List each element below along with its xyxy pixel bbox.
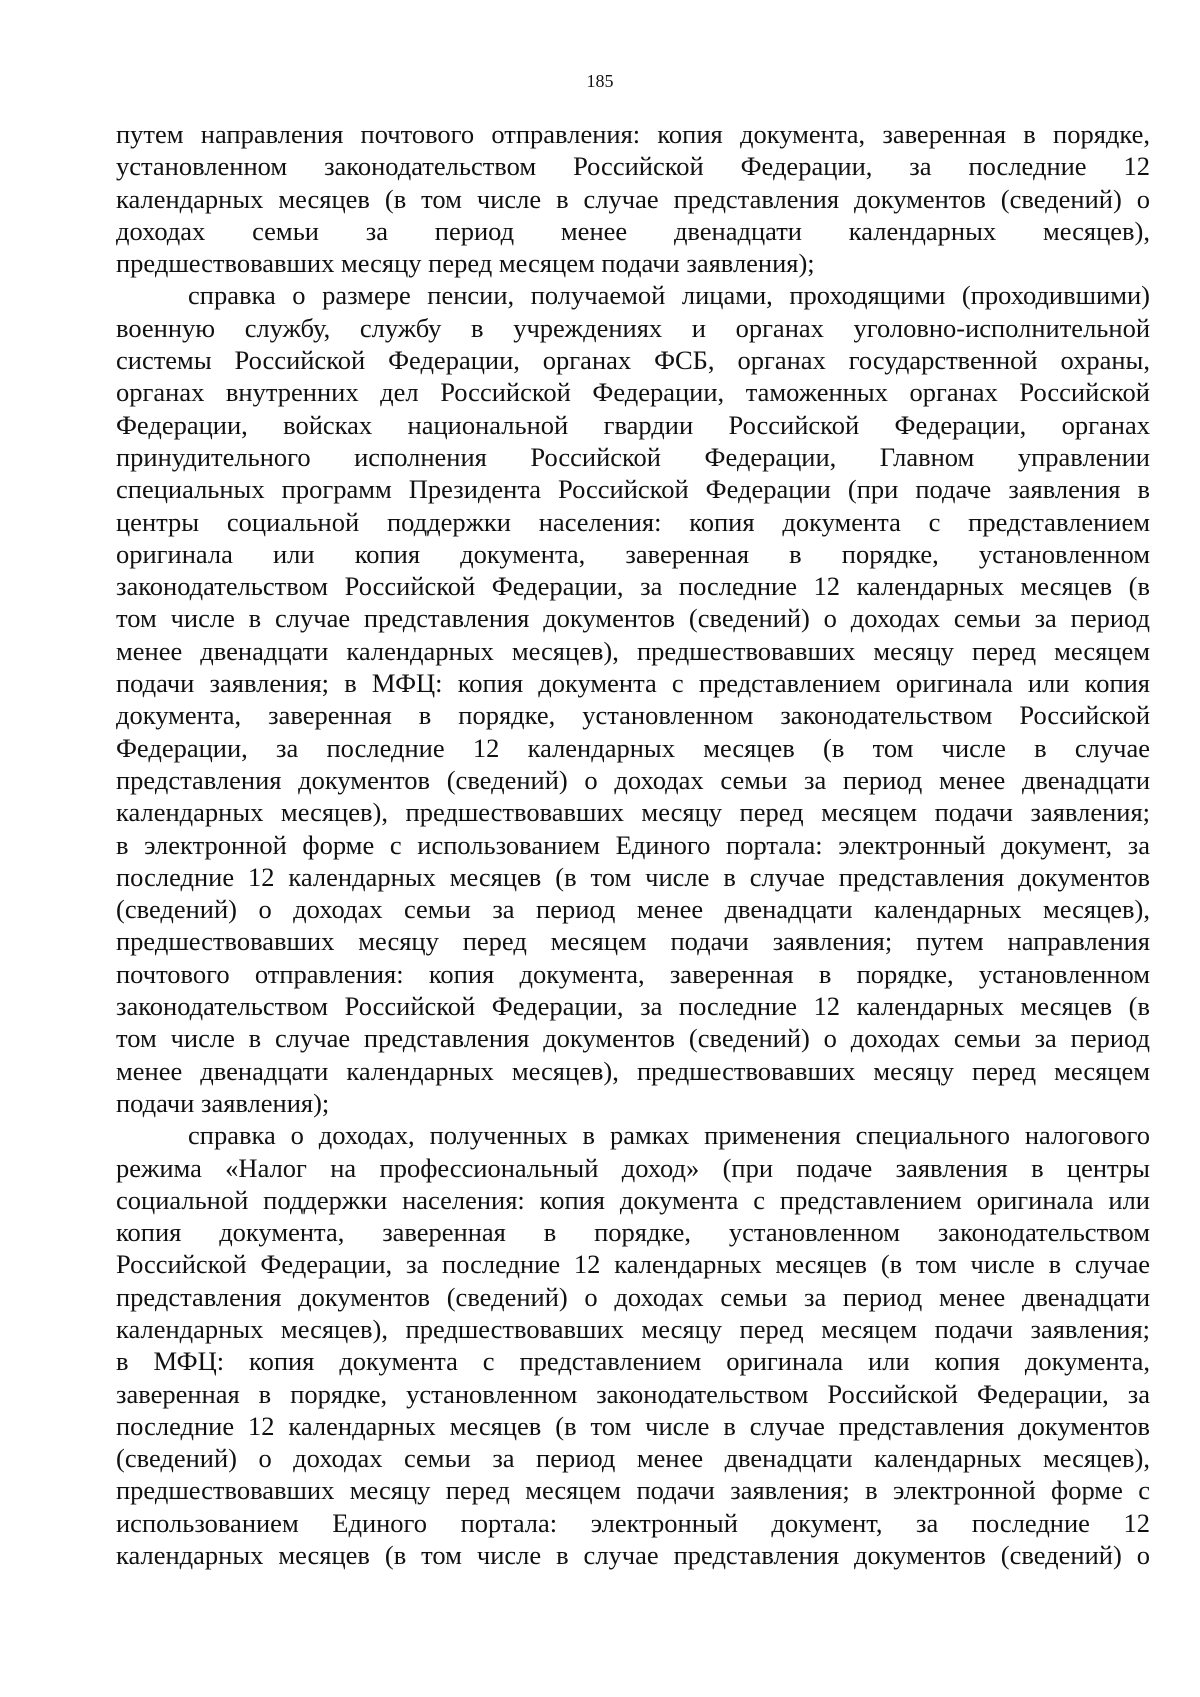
text-line: заверенная в порядке, установленном законодательством Российской Федерации, за	[116, 1378, 1150, 1409]
text-line: законодательством Российской Федерации, за последние 12 календарных месяцев (в	[116, 571, 1150, 602]
text-line: менее двенадцати календарных месяцев), предшествовавших месяцу перед месяцем	[116, 1055, 1150, 1086]
text-line: менее двенадцати календарных месяцев), предшествовавших месяцу перед месяцем	[116, 635, 1150, 666]
text-line: представления документов (сведений) о доходах семьи за период менее двенадцати	[116, 1281, 1150, 1312]
text-line: последние 12 календарных месяцев (в том числе в случае представления документов	[116, 861, 1150, 892]
text-line: оригинала или копия документа, заверенная в порядке, установленном	[116, 538, 1150, 569]
text-line: предшествовавших месяцу перед месяцем подачи заявления; путем направления	[116, 926, 1150, 957]
text-line: центры социальной поддержки населения: копия документа с представлением	[116, 506, 1150, 537]
text-line: том числе в случае представления документов (сведений) о доходах семьи за период	[116, 603, 1150, 634]
text-line: использованием Единого портала: электронный документ, за последние 12	[116, 1507, 1150, 1538]
text-line: календарных месяцев (в том числе в случае представления документов (сведений) о	[116, 183, 1150, 214]
text-line: в МФЦ: копия документа с представлением оригинала или копия документа,	[116, 1346, 1150, 1377]
text-line: почтового отправления: копия документа, заверенная в порядке, установленном	[116, 958, 1150, 989]
text-line: Федерации, за последние 12 календарных месяцев (в том числе в случае	[116, 732, 1150, 763]
text-line: в электронной форме с использованием Единого портала: электронный документ, за	[116, 829, 1150, 860]
text-line: режима «Налог на профессиональный доход» (при подаче заявления в центры	[116, 1152, 1150, 1183]
text-line: доходах семьи за период менее двенадцати календарных месяцев),	[116, 215, 1150, 246]
text-line: копия документа, заверенная в порядке, установленном законодательством	[116, 1217, 1150, 1248]
text-line: предшествовавших месяцу перед месяцем подачи заявления; в электронной форме с	[116, 1475, 1150, 1506]
text-line: последние 12 календарных месяцев (в том числе в случае представления документов	[116, 1410, 1150, 1441]
text-line: представления документов (сведений) о доходах семьи за период менее двенадцати	[116, 764, 1150, 795]
text-line: установленном законодательством Российской Федерации, за последние 12	[116, 151, 1150, 182]
text-line: военную службу, службу в учреждениях и органах уголовно-исполнительной	[116, 312, 1150, 343]
text-line: календарных месяцев), предшествовавших месяцу перед месяцем подачи заявления;	[116, 1313, 1150, 1344]
text-line: специальных программ Президента Российской Федерации (при подаче заявления в	[116, 474, 1150, 505]
text-line: Федерации, войсках национальной гвардии Российской Федерации, органах	[116, 409, 1150, 440]
page-number: 185	[586, 71, 614, 91]
text-line: календарных месяцев (в том числе в случае представления документов (сведений) о	[116, 1540, 1150, 1571]
text-line: принудительного исполнения Российской Федерации, Главном управлении	[116, 441, 1150, 472]
text-line: путем направления почтового отправления: копия документа, заверенная в порядке,	[116, 119, 1150, 149]
text-line: (сведений) о доходах семьи за период менее двенадцати календарных месяцев),	[116, 1443, 1150, 1474]
text-line: Российской Федерации, за последние 12 календарных месяцев (в том числе в случае	[116, 1249, 1150, 1280]
text-line: том числе в случае представления документов (сведений) о доходах семьи за период	[116, 1023, 1150, 1054]
text-line: справка о размере пенсии, получаемой лицами, проходящими (проходившими)	[188, 280, 1150, 311]
text-line: документа, заверенная в порядке, установленном законодательством Российской	[116, 700, 1150, 731]
text-line: предшествовавших месяцу перед месяцем подачи заявления);	[116, 248, 815, 279]
text-line: справка о доходах, полученных в рамках применения специального налогового	[188, 1120, 1150, 1151]
text-line: подачи заявления; в МФЦ: копия документа с представлением оригинала или копия	[116, 668, 1150, 699]
text-line: календарных месяцев), предшествовавших месяцу перед месяцем подачи заявления;	[116, 797, 1150, 828]
text-line: подачи заявления);	[116, 1087, 330, 1118]
text-line: социальной поддержки населения: копия документа с представлением оригинала или	[116, 1184, 1150, 1215]
document-body	[116, 118, 1150, 1571]
text-line: (сведений) о доходах семьи за период менее двенадцати календарных месяцев),	[116, 894, 1150, 925]
text-line: органах внутренних дел Российской Федерации, таможенных органах Российской	[116, 377, 1150, 408]
text-line: системы Российской Федерации, органах ФСБ, органах государственной охраны,	[116, 345, 1150, 376]
text-line: законодательством Российской Федерации, за последние 12 календарных месяцев (в	[116, 991, 1150, 1022]
